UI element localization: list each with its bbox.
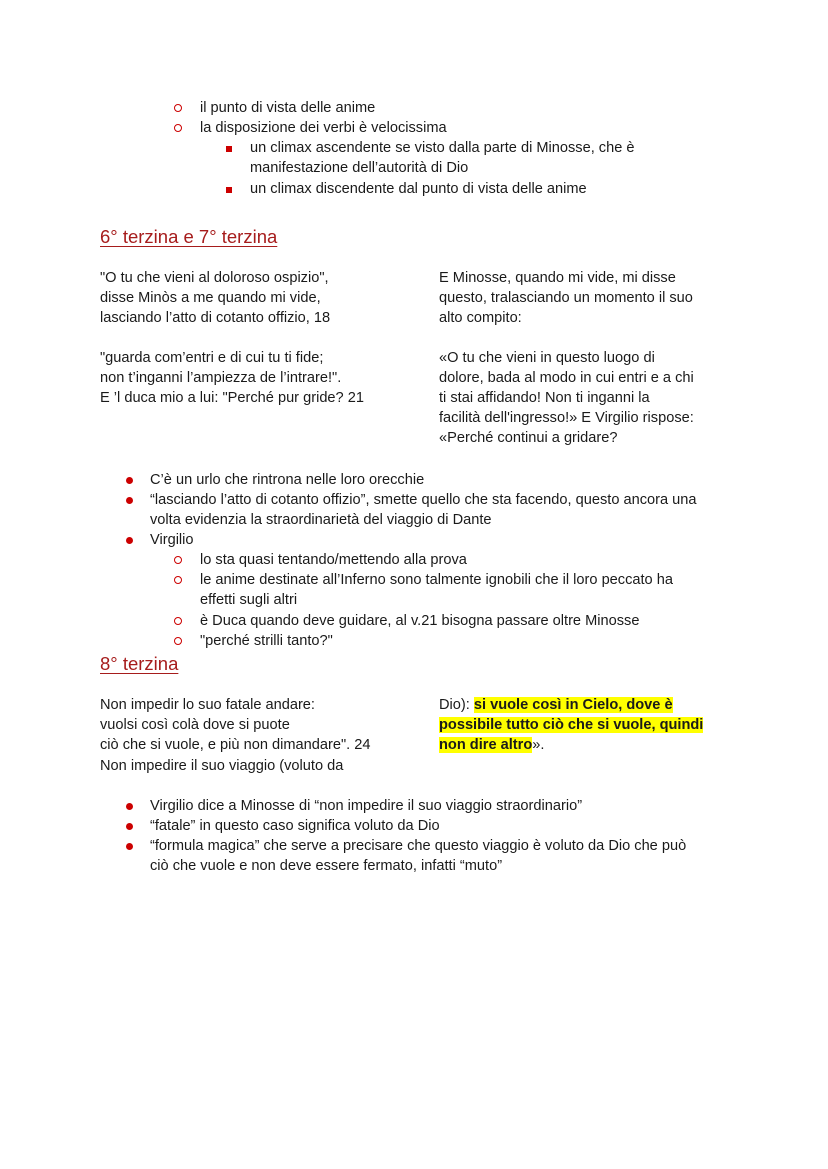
circle-bullet-icon bbox=[174, 550, 182, 570]
circle-bullet-icon bbox=[174, 98, 182, 118]
note-item: C’è un urlo che rintrona nelle loro orecchie bbox=[150, 472, 425, 488]
highlighted-text: si vuole così in Cielo, dove è bbox=[473, 697, 673, 713]
prose-line bbox=[439, 735, 544, 755]
note-item: “fatale” in questo caso significa voluto da Dio bbox=[150, 818, 440, 834]
dot-bullet-icon bbox=[126, 530, 133, 550]
prose-plain: ». bbox=[532, 737, 545, 753]
note-item: “lasciando l’atto di cotanto offizio”, smette quello che sta facendo, questo ancora una bbox=[150, 492, 697, 508]
verse-line: vuolsi così colà dove si puote bbox=[100, 717, 290, 733]
verse-line: Non impedir lo suo fatale andare: bbox=[100, 697, 315, 713]
prose-line: «Perché continui a gridare? bbox=[439, 430, 618, 446]
subnote-item: lo sta quasi tentando/mettendo alla prova bbox=[200, 552, 467, 568]
square-bullet-icon bbox=[226, 179, 232, 199]
dot-bullet-icon bbox=[126, 470, 133, 490]
dot-bullet-icon bbox=[126, 796, 133, 816]
prose-line bbox=[439, 695, 673, 715]
intro-item: il punto di vista delle anime bbox=[200, 100, 376, 116]
note-item: Virgilio bbox=[150, 532, 194, 548]
note-item-cont: volta evidenzia la straordinarietà del viaggio di Dante bbox=[150, 512, 492, 528]
highlighted-text: non dire altro bbox=[439, 737, 533, 753]
verse-line: disse Minòs a me quando mi vide, bbox=[100, 290, 321, 306]
prose-line: questo, tralasciando un momento il suo bbox=[439, 290, 693, 306]
verse-line: ciò che si vuole, e più non dimandare". 24 bbox=[100, 737, 371, 753]
intro-item: la disposizione dei verbi è velocissima bbox=[200, 120, 447, 136]
prose-line: E Minosse, quando mi vide, mi disse bbox=[439, 270, 676, 286]
verse-line: lasciando l’atto di cotanto offizio, 18 bbox=[100, 310, 331, 326]
verse-line: "guarda com’entri e di cui tu ti fide; bbox=[100, 350, 324, 366]
subnote-item: le anime destinate all’Inferno sono talmente ignobili che il loro peccato ha bbox=[200, 572, 673, 588]
intro-subitem-cont: manifestazione dell’autorità di Dio bbox=[250, 160, 469, 176]
subnote-item-cont: effetti sugli altri bbox=[200, 592, 298, 608]
square-bullet-icon bbox=[226, 138, 232, 158]
prose-line: alto compito: bbox=[439, 310, 522, 326]
verse-line: "O tu che vieni al doloroso ospizio", bbox=[100, 270, 329, 286]
prose-line: ti stai affidando! Non ti inganni la bbox=[439, 390, 650, 406]
section-heading-8: 8° terzina bbox=[100, 653, 179, 674]
subnote-item: "perché strilli tanto?" bbox=[200, 633, 333, 649]
highlighted-text: possibile tutto ciò che si vuole, quindi bbox=[439, 717, 704, 733]
note-item: “formula magica” che serve a precisare che questo viaggio è voluto da Dio che può bbox=[150, 838, 687, 854]
dot-bullet-icon bbox=[126, 816, 133, 836]
prose-line bbox=[439, 715, 703, 735]
prose-line: dolore, bada al modo in cui entri e a chi bbox=[439, 370, 694, 386]
note-item: Virgilio dice a Minosse di “non impedire il suo viaggio straordinario” bbox=[150, 798, 583, 814]
section-heading-6-7: 6° terzina e 7° terzina bbox=[100, 226, 278, 247]
circle-bullet-icon bbox=[174, 611, 182, 631]
circle-bullet-icon bbox=[174, 631, 182, 651]
subnote-item: è Duca quando deve guidare, al v.21 bisogna passare oltre Minosse bbox=[200, 613, 640, 629]
intro-subitem: un climax ascendente se visto dalla parte di Minosse, che è bbox=[250, 140, 635, 156]
verse-line: non t’inganni l’ampiezza de l’intrare!". bbox=[100, 370, 342, 386]
circle-bullet-icon bbox=[174, 570, 182, 590]
note-item-cont: ciò che vuole e non deve essere fermato, infatti “muto” bbox=[150, 858, 503, 874]
prose-line: «O tu che vieni in questo luogo di bbox=[439, 350, 655, 366]
dot-bullet-icon bbox=[126, 836, 133, 856]
intro-subitem: un climax discendente dal punto di vista delle anime bbox=[250, 181, 587, 197]
prose-line: facilità dell'ingresso!» E Virgilio rispose: bbox=[439, 410, 694, 426]
circle-bullet-icon bbox=[174, 118, 182, 138]
prose-plain: Dio): bbox=[439, 697, 474, 713]
verse-line: Non impedire il suo viaggio (voluto da bbox=[100, 758, 344, 774]
verse-line: E ’l duca mio a lui: "Perché pur gride? 21 bbox=[100, 390, 364, 406]
dot-bullet-icon bbox=[126, 490, 133, 510]
